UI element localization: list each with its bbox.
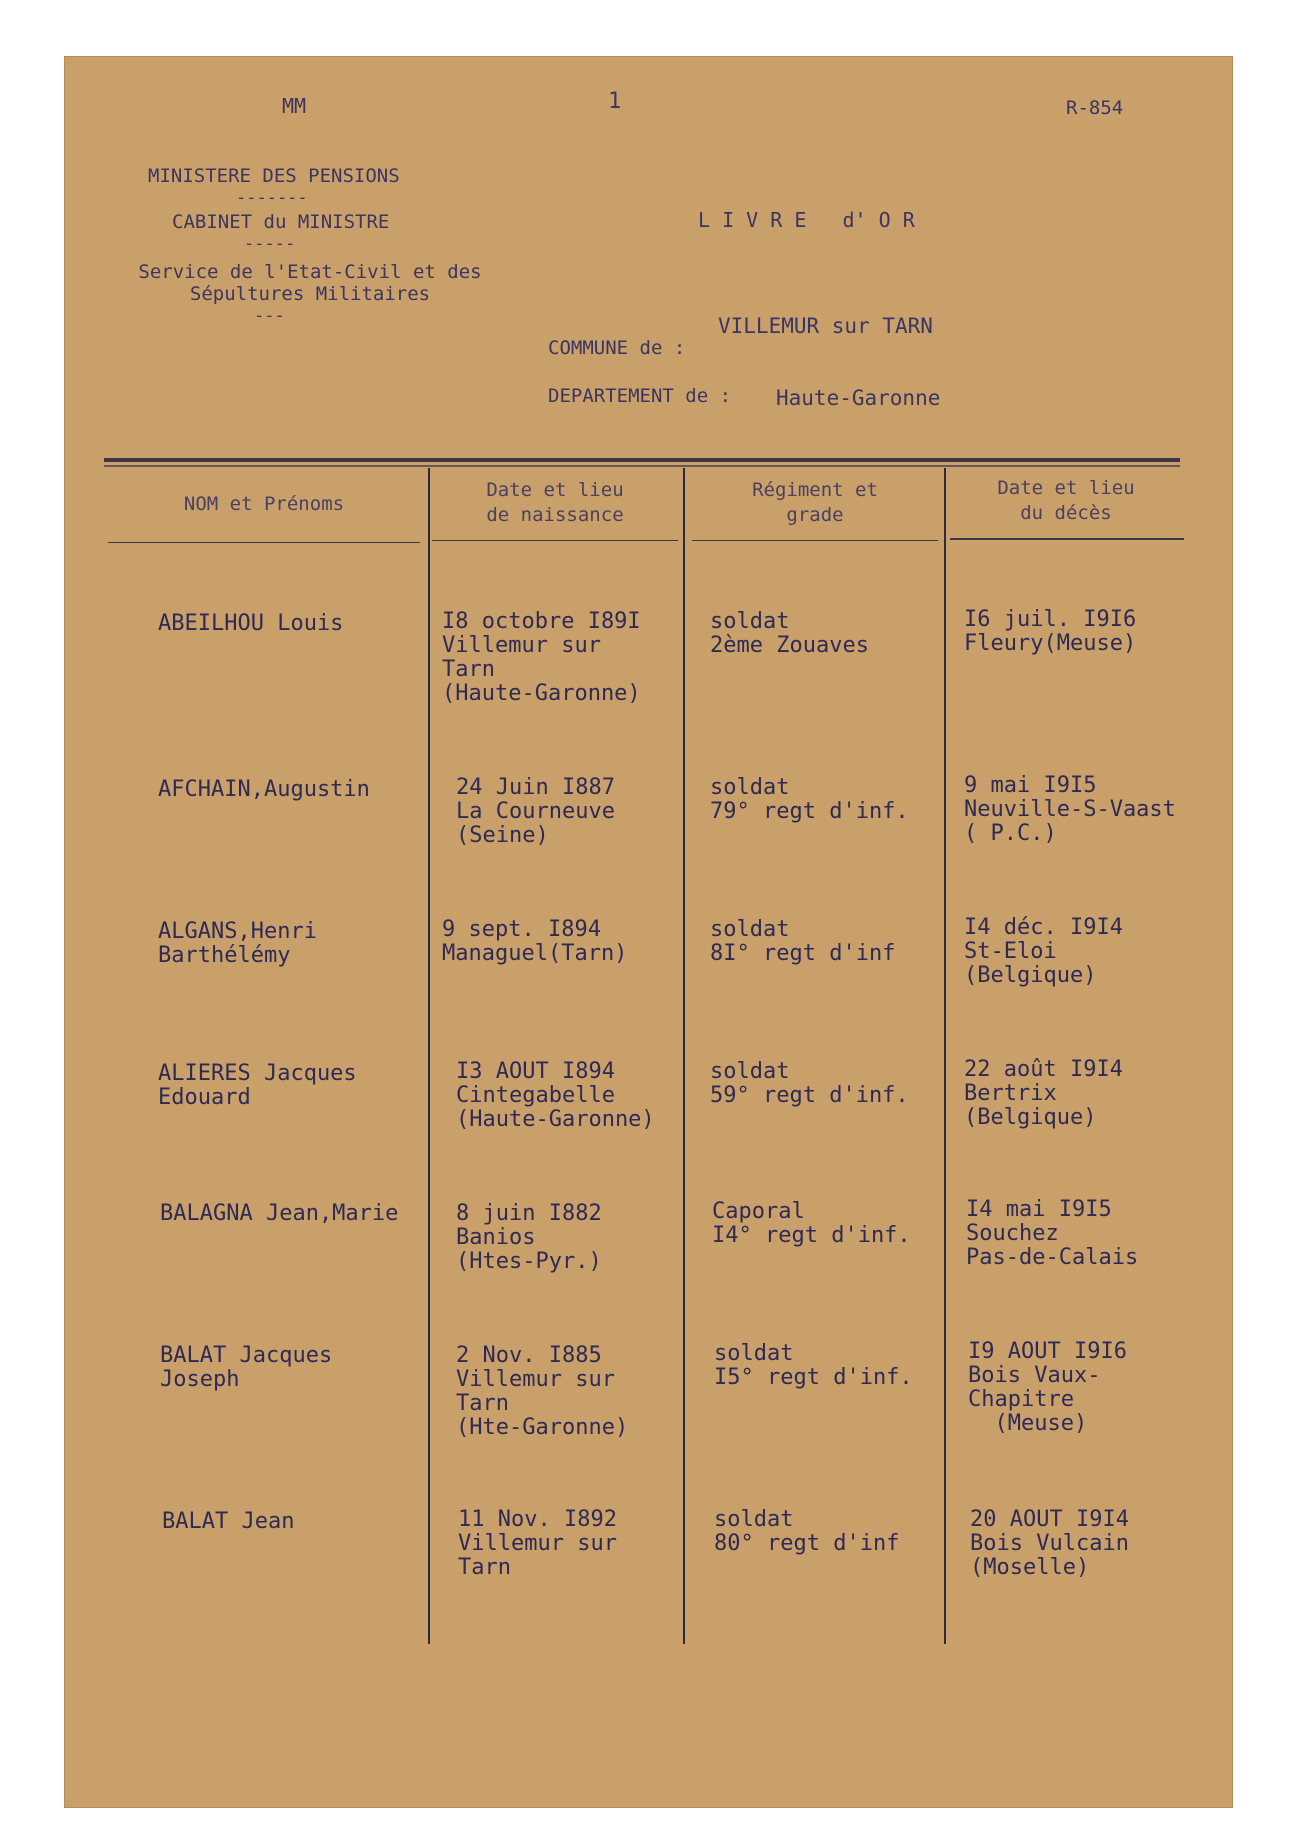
table-row-regiment: Caporal I4° regt d'inf. xyxy=(712,1199,911,1248)
column-divider xyxy=(944,468,946,1644)
column-header-birth: Date et lieu de naissance xyxy=(486,479,624,526)
table-row-death: 9 mai I9I5 Neuville-S-Vaast ( P.C.) xyxy=(964,773,1176,846)
table-row-regiment: soldat 80° regt d'inf xyxy=(714,1507,900,1556)
table-row-name: ALIERES Jacques Edouard xyxy=(158,1061,357,1110)
table-row-regiment: soldat I5° regt d'inf. xyxy=(714,1341,913,1390)
service-line-1: Service de l'Etat-Civil et des xyxy=(138,261,482,283)
departement-value: Haute-Garonne xyxy=(776,386,941,410)
table-row-death: I6 juil. I9I6 Fleury(Meuse) xyxy=(964,607,1137,656)
header-underline xyxy=(108,542,420,543)
table-row-birth: 9 sept. I894 Managuel(Tarn) xyxy=(442,917,628,966)
table-row-birth: 24 Juin I887 La Courneuve (Seine) xyxy=(456,775,615,848)
table-row-name: BALAGNA Jean,Marie xyxy=(160,1201,399,1226)
table-row-death: I4 déc. I9I4 St-Eloi (Belgique) xyxy=(964,915,1123,988)
table-top-rule xyxy=(104,458,1180,462)
column-header-regiment: Régiment et grade xyxy=(752,479,878,526)
table-row-regiment: soldat 2ème Zouaves xyxy=(710,609,869,658)
table-row-birth: 2 Nov. I885 Villemur sur Tarn (Hte-Garonne) xyxy=(456,1343,629,1440)
table-row-name: BALAT Jean xyxy=(162,1509,295,1534)
table-row-death: 20 AOUT I9I4 Bois Vulcain (Moselle) xyxy=(970,1507,1129,1580)
table-row-death: I4 mai I9I5 Souchez Pas-de-Calais xyxy=(966,1197,1139,1270)
column-divider xyxy=(428,468,430,1644)
commune-value: VILLEMUR sur TARN xyxy=(718,314,933,338)
table-top-rule-secondary xyxy=(104,465,1180,467)
table-row-death: 22 août I9I4 Bertrix (Belgique) xyxy=(964,1057,1123,1130)
header-underline xyxy=(432,540,678,541)
table-row-death: I9 AOUT I9I6 Bois Vaux- Chapitre (Meuse) xyxy=(968,1339,1127,1436)
service-line-2: Sépultures Militaires xyxy=(189,283,431,305)
column-header-death: Date et lieu du décès xyxy=(997,477,1135,524)
column-divider xyxy=(683,468,685,1644)
table-row-name: ALGANS,Henri Barthélémy xyxy=(158,919,317,968)
table-row-birth: I3 AOUT I894 Cintegabelle (Haute-Garonne) xyxy=(456,1059,655,1132)
table-row-name: AFCHAIN,Augustin xyxy=(158,777,370,802)
table-row-regiment: soldat 79° regt d'inf. xyxy=(710,775,909,824)
header-underline xyxy=(950,538,1184,540)
column-header-name: NOM et Prénoms xyxy=(183,493,345,515)
separator: ------- xyxy=(236,188,308,208)
separator: ----- xyxy=(244,234,296,254)
table-row-regiment: soldat 59° regt d'inf. xyxy=(710,1059,909,1108)
table-row-birth: 11 Nov. I892 Villemur sur Tarn xyxy=(458,1507,617,1580)
table-row-name: ABEILHOU Louis xyxy=(158,611,344,636)
document-reference: R-854 xyxy=(1066,97,1124,119)
typist-initials: MM xyxy=(282,94,307,118)
book-title: L I V R E d' O R xyxy=(698,208,915,232)
table-row-regiment: soldat 8I° regt d'inf xyxy=(710,917,896,966)
page-number: 1 xyxy=(608,89,622,114)
header-underline xyxy=(692,540,938,541)
table-row-birth: I8 octobre I89I Villemur sur Tarn (Haute-Garonne) xyxy=(442,609,641,706)
commune-label: COMMUNE de : xyxy=(548,337,686,359)
table-row-birth: 8 juin I882 Banios (Htes-Pyr.) xyxy=(456,1201,602,1274)
table-row-name: BALAT Jacques Joseph xyxy=(160,1343,333,1392)
departement-label: DEPARTEMENT de : xyxy=(548,385,732,407)
document-page xyxy=(64,56,1233,1808)
separator: --- xyxy=(254,306,285,326)
ministry-name: MINISTERE DES PENSIONS xyxy=(148,165,400,187)
cabinet-name: CABINET du MINISTRE xyxy=(172,211,390,233)
